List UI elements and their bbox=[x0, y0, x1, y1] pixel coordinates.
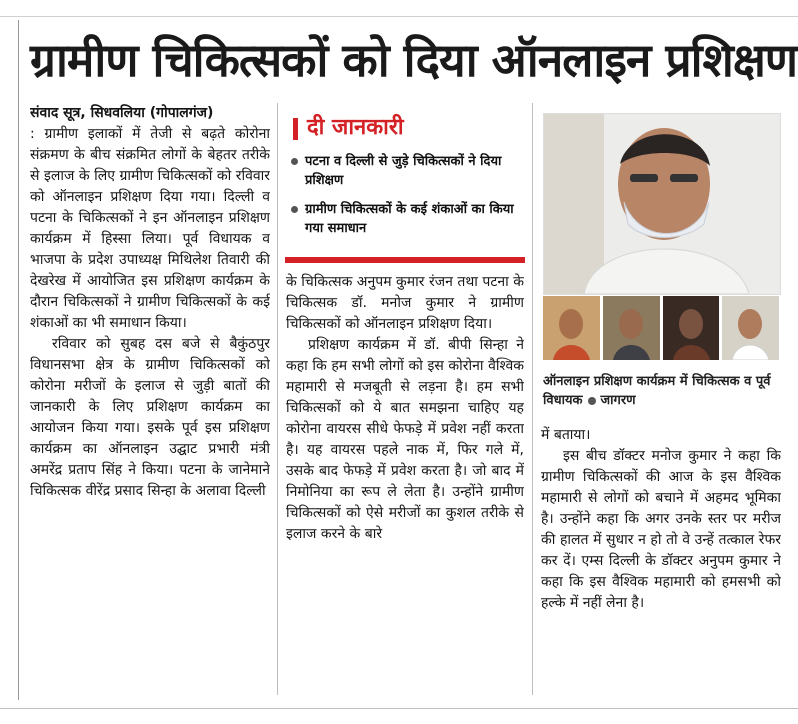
key-point-item: ग्रामीण चिकित्सकों के कई शंकाओं का किया गया समाधान bbox=[285, 200, 525, 238]
page-top-edge bbox=[0, 4, 798, 17]
paragraph-5: में बताया। bbox=[541, 427, 591, 443]
photo-caption-text: ऑनलाइन प्रशिक्षण कार्यक्रम में चिकित्सक व पूर्व विधायक bbox=[543, 374, 771, 408]
article-column-1 bbox=[30, 103, 270, 693]
participant-thumbnail bbox=[722, 296, 779, 360]
key-point-item: पटना व दिल्ली से जुड़े चिकित्सकों ने दिया प्रशिक्षण bbox=[285, 152, 525, 190]
video-call-thumbnails bbox=[543, 296, 779, 360]
key-points-list bbox=[285, 152, 525, 238]
article-column-2 bbox=[286, 272, 524, 697]
column-divider bbox=[532, 103, 533, 695]
key-points-underline bbox=[285, 257, 525, 263]
participant-thumbnail bbox=[603, 296, 660, 360]
key-points-box bbox=[285, 112, 525, 262]
paragraph-3: के चिकित्सक अनुपम कुमार रंजन तथा पटना के चिकित्सक डॉ. मनोज कुमार ने ग्रामीण चिकित्सकों को ऑनलाइन प्रशिक्षण दिया। bbox=[286, 274, 524, 332]
paragraph-4: प्रशिक्षण कार्यक्रम में डॉ. बीपी सिन्हा ने कहा कि हम सभी लोगों को इस कोरोना वैश्विक महामारी से मजबूती से लड़ना है। हम सभी चिकित्सकों को ये बात समझना चाहिए यह कोरोना वायरस सीधे फेफड़े में प्रवेश नहीं करता है। यह वायरस पहले नाक में, फिर गले में, उसके बाद फेफड़े में प्रवेश करता है। जो बाद में निमोनिया का रूप ले लेता है। उन्होंने ग्रामीण चिकित्सकों को ऐसे मरीजों का कुशल तरीके से इलाज करने के बारे bbox=[286, 337, 524, 542]
column-divider bbox=[277, 103, 278, 695]
bullet-dot-icon bbox=[588, 397, 596, 405]
participant-thumbnail bbox=[663, 296, 720, 360]
photo-credit: जागरण bbox=[600, 393, 636, 408]
headline: ग्रामीण चिकित्सकों को दिया ऑनलाइन प्रशिक्षण bbox=[30, 33, 798, 87]
dateline: संवाद सूत्र, सिधवलिया (गोपालगंज) bbox=[30, 105, 214, 121]
key-points-title: दी जानकारी bbox=[285, 112, 525, 144]
page-bottom-edge bbox=[0, 708, 798, 709]
main-photo-doctor-with-mask bbox=[543, 113, 781, 295]
paragraph-1: : ग्रामीण इलाकों में तेजी से बढ़ते कोरोना संक्रमण के बीच संक्रमित लोगों के बेहतर तरीके से इलाज के लिए ग्रामीण चिकित्सकों को रविवार को ऑनलाइन प्रशिक्षण दिया गया। दिल्ली व पटना के चिकित्सकों ने इन ऑनलाइन प्रशिक्षण कार्यक्रम में हिस्सा लिया। पूर्व विधायक व भाजपा के प्रदेश उपाध्यक्ष मिथिलेश तिवारी की देखरेख में आयोजित इस प्रशिक्षण कार्यक्रम के दौरान चिकित्सकों ने ग्रामीण चिकित्सकों के कई शंकाओं का भी समाधान किया। bbox=[30, 126, 270, 331]
paragraph-6: इस बीच डॉक्टर मनोज कुमार ने कहा कि ग्रामीण चिकित्सकों की आज के इस वैश्विक महामारी से लोगों को बचाने में अहमद भूमिका है। उन्होंने कहा कि अगर उनके स्तर पर मरीज की हालत में सुधार न हो तो वे उन्हें तत्काल रेफर कर दें। एम्स दिल्ली के डॉक्टर अनुपम कुमार ने कहा कि इस वैश्विक महामारी को हमसभी को हल्के में नहीं लेना है। bbox=[541, 448, 781, 611]
photo-caption bbox=[543, 372, 781, 410]
doctor-portrait-image bbox=[544, 114, 780, 294]
article-column-3 bbox=[541, 425, 781, 695]
lead-paragraph bbox=[30, 103, 270, 334]
paragraph-2: रविवार को सुबह दस बजे से बैकुंठपुर विधानसभा क्षेत्र के ग्रामीण चिकित्सकों को कोरोना मरीजों के इलाज से जुड़ी बातों की जानकारी के लिए प्रशिक्षण कार्यक्रम का आयोजन किया गया। इसके पूर्व इस प्रशिक्षण कार्यक्रम का ऑनलाइन उद्घाट प्रभारी मंत्री अमरेंद्र प्रताप सिंह ने किया। पटना के जानेमाने चिकित्सक वीरेंद्र प्रसाद सिन्हा के अलावा दिल्ली bbox=[30, 336, 270, 499]
participant-thumbnail bbox=[543, 296, 600, 360]
